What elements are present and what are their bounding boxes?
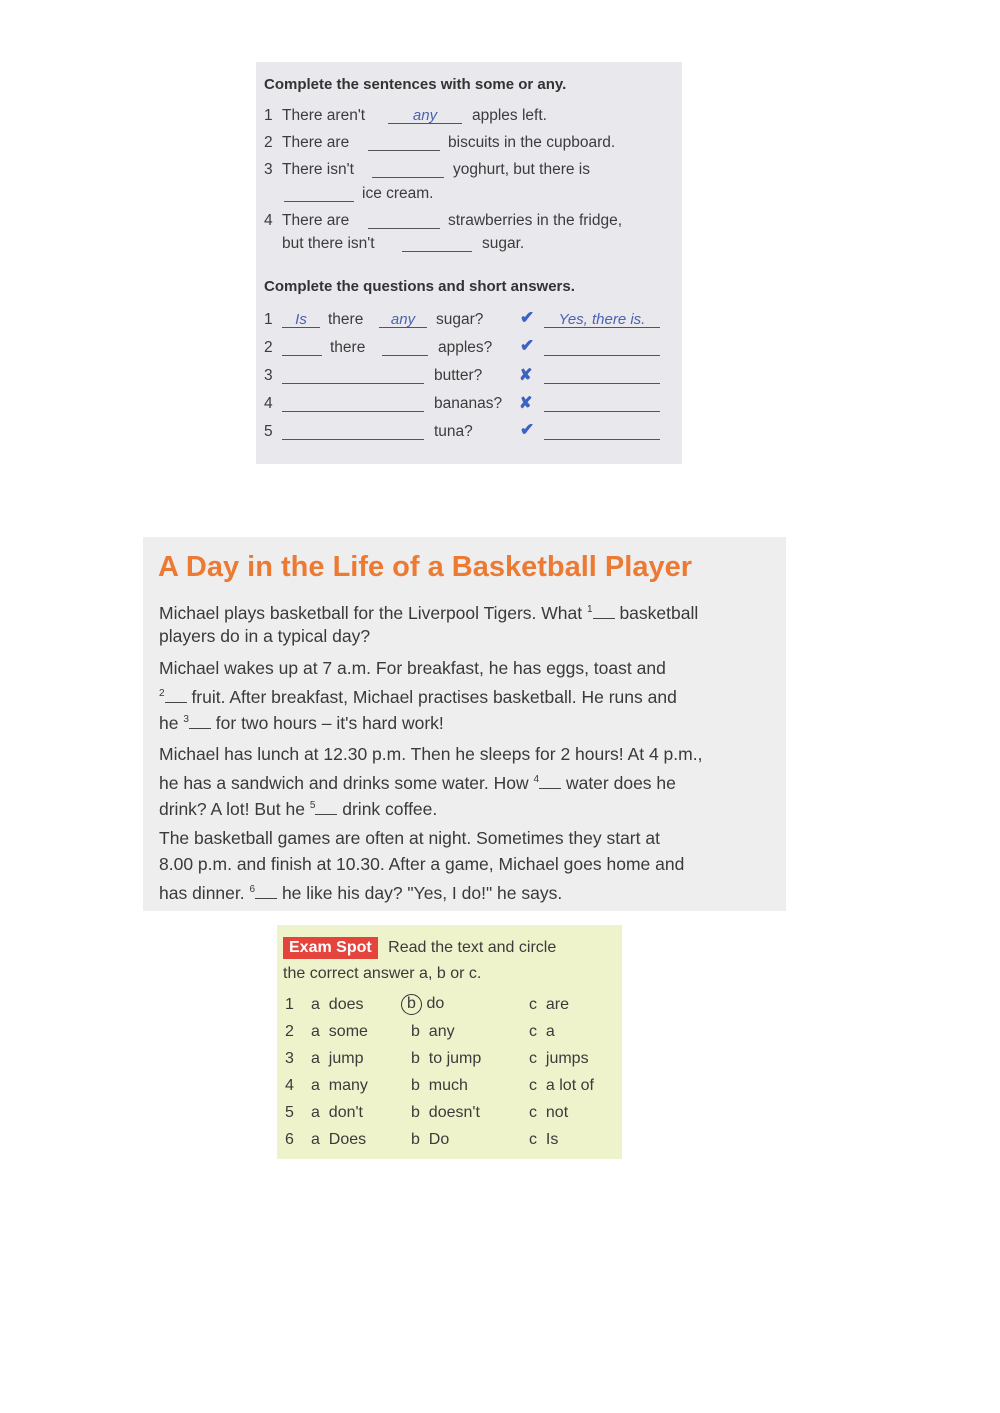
answer-blank[interactable]	[282, 339, 322, 361]
cross-icon: ✘	[519, 367, 533, 384]
row-number: 1	[264, 311, 273, 328]
reading-line: Michael plays basketball for the Liverpool Tigers. What $^1$ basketball	[159, 602, 699, 623]
exam-instruction: the correct answer a, b or c.	[283, 965, 482, 982]
answer-blank[interactable]	[388, 107, 462, 125]
item-text: There aren't	[282, 107, 366, 124]
tick-icon: ✔	[520, 336, 535, 355]
row-text: butter?	[434, 367, 483, 384]
option-b[interactable]: b do	[401, 994, 444, 1015]
answer-blank[interactable]	[544, 367, 660, 389]
option-a[interactable]: a many	[311, 1077, 368, 1094]
option-a[interactable]: a some	[311, 1023, 368, 1040]
handwritten-answer: any	[412, 107, 438, 124]
reading-title: A Day in the Life of a Basketball Player	[158, 551, 692, 583]
option-b[interactable]: b doesn't	[411, 1104, 480, 1121]
answer-blank[interactable]	[402, 235, 472, 257]
row-text: sugar?	[436, 311, 484, 328]
tick-icon: ✔	[520, 308, 535, 327]
gap-blank[interactable]	[593, 604, 615, 619]
option-b[interactable]: b Do	[411, 1131, 450, 1148]
option-c[interactable]: c jumps	[529, 1050, 589, 1067]
question-number: 5	[285, 1104, 294, 1121]
handwritten-answer: Is	[295, 311, 307, 328]
option-c[interactable]: c Is	[529, 1131, 559, 1148]
question-number: 2	[285, 1023, 294, 1040]
circled-answer: b	[401, 994, 422, 1015]
reading-line: Michael wakes up at 7 a.m. For breakfast, he has eggs, toast and	[159, 658, 666, 678]
row-text: there	[328, 311, 364, 328]
reading-text-panel	[143, 537, 786, 911]
question-number: 4	[285, 1077, 294, 1094]
question-number: 6	[285, 1131, 294, 1148]
item-text: apples left.	[472, 107, 547, 124]
item-text: but there isn't	[282, 235, 375, 252]
option-c[interactable]: c a	[529, 1023, 555, 1040]
item-number: 2	[264, 134, 273, 151]
gap-blank[interactable]	[539, 774, 561, 789]
item-number: 4	[264, 212, 273, 229]
answer-blank[interactable]	[368, 134, 440, 156]
row-text: tuna?	[434, 423, 473, 440]
answer-blank[interactable]	[379, 311, 427, 329]
gap-blank[interactable]	[315, 800, 337, 815]
item-text: sugar.	[482, 235, 525, 252]
row-text: there	[330, 339, 366, 356]
reading-line: drink? A lot! But he $^5$ drink coffee.	[159, 798, 438, 819]
handwritten-answer: Yes, there is.	[558, 311, 646, 328]
answer-blank[interactable]	[282, 395, 424, 417]
gap-blank[interactable]	[165, 688, 187, 703]
option-b[interactable]: b much	[411, 1077, 468, 1094]
answer-blank[interactable]	[372, 161, 444, 183]
item-number: 3	[264, 161, 273, 178]
exam-spot-header	[283, 937, 556, 959]
row-number: 5	[264, 423, 273, 440]
row-text: apples?	[438, 339, 493, 356]
exam-spot-label: Exam Spot	[283, 937, 378, 959]
option-b[interactable]: b any	[411, 1023, 455, 1040]
exam-instruction: Read the text and circle	[388, 939, 557, 956]
item-number: 1	[264, 107, 273, 124]
answer-blank[interactable]	[368, 212, 440, 234]
reading-line: has dinner. $^6$ he like his day? "Yes, I do!" he says.	[159, 882, 563, 903]
answer-blank[interactable]	[544, 423, 660, 445]
answer-blank[interactable]	[382, 339, 428, 361]
exercise2-heading: Complete the questions and short answers.	[264, 278, 575, 295]
tick-icon: ✔	[520, 420, 535, 439]
answer-blank[interactable]	[544, 339, 660, 361]
option-b[interactable]: b to jump	[411, 1050, 482, 1067]
handwritten-answer: any	[390, 311, 416, 328]
answer-blank[interactable]	[544, 395, 660, 417]
reading-line: players do in a typical day?	[159, 626, 371, 646]
reading-line: $^2$ fruit. After breakfast, Michael practises basketball. He runs and	[159, 686, 677, 707]
item-text: There are	[282, 134, 350, 151]
answer-blank[interactable]	[282, 311, 320, 329]
gap-blank[interactable]	[189, 714, 211, 729]
row-number: 2	[264, 339, 273, 356]
row-text: bananas?	[434, 395, 503, 412]
answer-blank[interactable]	[544, 311, 660, 329]
item-text: yoghurt, but there is	[453, 161, 590, 178]
option-a[interactable]: a does	[311, 996, 364, 1013]
question-number: 3	[285, 1050, 294, 1067]
item-text: There isn't	[282, 161, 354, 178]
answer-blank[interactable]	[282, 423, 424, 445]
option-c[interactable]: c a lot of	[529, 1077, 594, 1094]
reading-line: Michael has lunch at 12.30 p.m. Then he sleeps for 2 hours! At 4 p.m.,	[159, 744, 703, 764]
exam-spot-panel	[277, 925, 622, 1159]
reading-line: The basketball games are often at night. Sometimes they start at	[159, 828, 660, 848]
exercise1-heading: Complete the sentences with some or any.	[264, 76, 567, 93]
answer-blank[interactable]	[282, 367, 424, 389]
option-c[interactable]: c are	[529, 996, 570, 1013]
option-a[interactable]: a Does	[311, 1131, 367, 1148]
row-number: 3	[264, 367, 273, 384]
option-a[interactable]: a jump	[311, 1050, 364, 1067]
row-number: 4	[264, 395, 273, 412]
cross-icon: ✘	[519, 395, 533, 412]
exercise-some-any-panel	[256, 62, 682, 464]
reading-line: he has a sandwich and drinks some water. How $^4$ water does he	[159, 772, 676, 793]
reading-line: 8.00 p.m. and finish at 10.30. After a game, Michael goes home and	[159, 854, 685, 874]
item-text: There are	[282, 212, 350, 229]
answer-blank[interactable]	[284, 185, 354, 207]
item-text: strawberries in the fridge,	[448, 212, 623, 229]
item-text: biscuits in the cupboard.	[448, 134, 616, 151]
option-c[interactable]: c not	[529, 1104, 569, 1121]
reading-line: he $^3$ for two hours – it's hard work!	[159, 712, 444, 733]
gap-blank[interactable]	[255, 884, 277, 899]
option-a[interactable]: a don't	[311, 1104, 363, 1121]
item-text: ice cream.	[362, 185, 434, 202]
question-number: 1	[285, 996, 294, 1013]
